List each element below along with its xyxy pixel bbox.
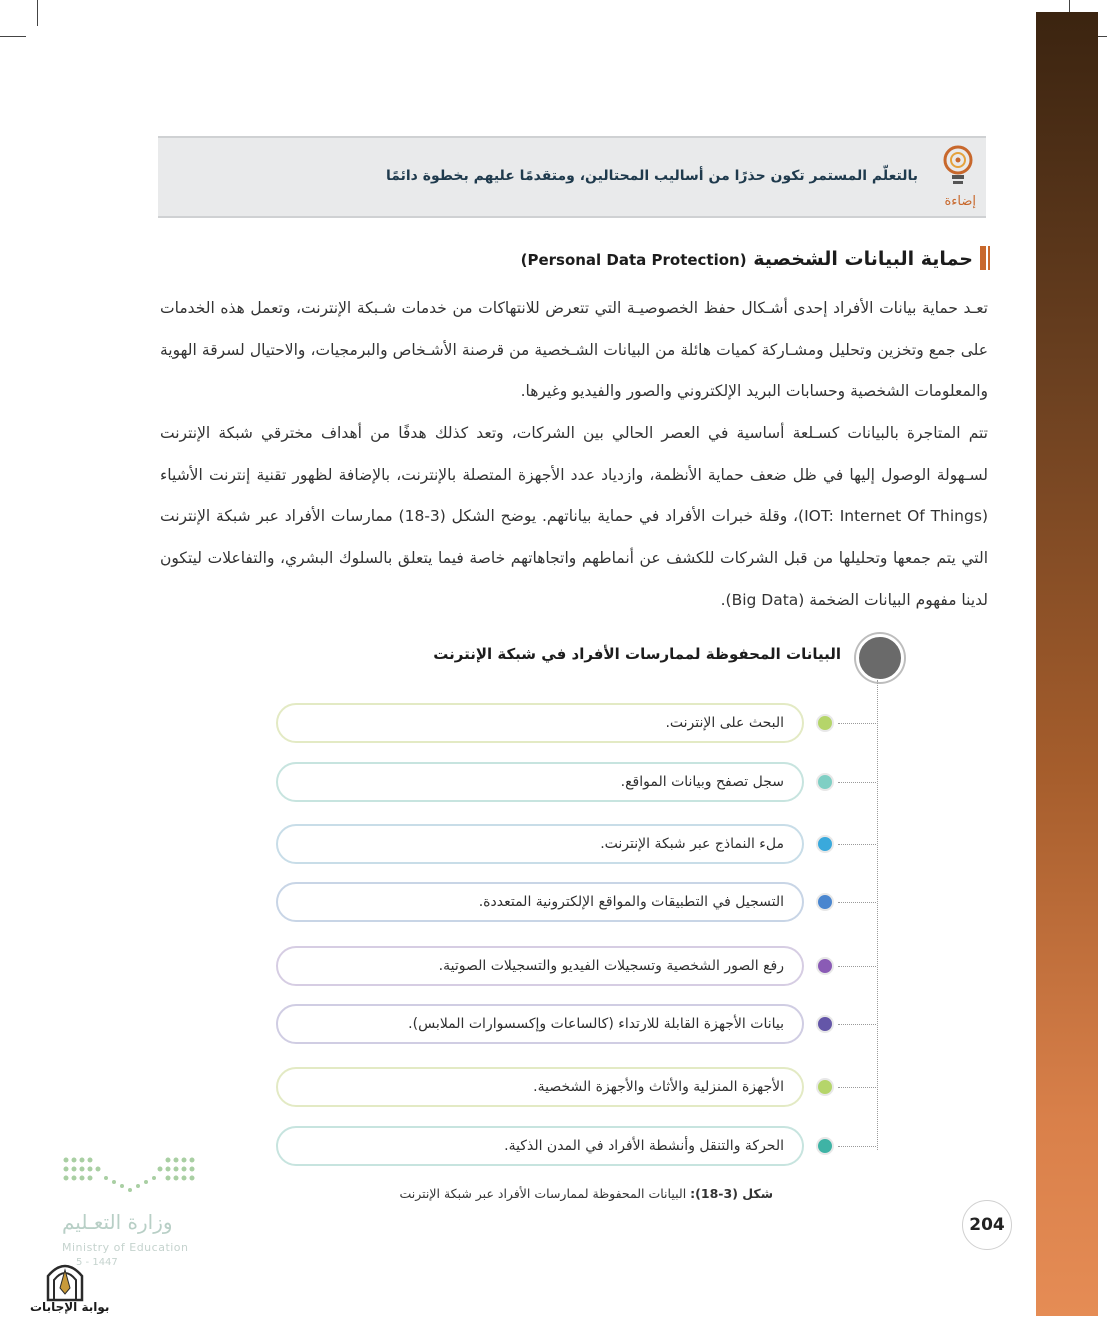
figure-item-connector — [838, 1146, 876, 1147]
figure-item-connector — [838, 1087, 876, 1088]
figure-item-connector — [838, 902, 876, 903]
figure-item — [276, 1067, 804, 1107]
heading-marker — [980, 246, 986, 270]
watermark-logo-icon — [44, 1258, 86, 1302]
section-heading — [521, 248, 973, 270]
ministry-name-ar: وزارة التعـليم — [62, 1210, 173, 1234]
watermark-text: بوابة الإجابات — [30, 1300, 110, 1314]
figure-item — [276, 1004, 804, 1044]
figure-item-text: التسجيل في التطبيقات والمواقع الإلكترونية المتعددة. — [478, 894, 784, 910]
figure-item-dot — [816, 835, 834, 853]
figure-item-dot — [816, 957, 834, 975]
tip-text: بالتعلّم المستمر تكون حذرًا من أساليب المحتالين، ومتقدمًا عليهم بخطوة دائمًا — [385, 168, 918, 184]
crop-mark — [37, 0, 38, 26]
figure-item-connector — [838, 844, 876, 845]
caption-label: شكل (3-18): — [690, 1186, 773, 1201]
lightbulb-icon — [940, 144, 976, 190]
figure-item — [276, 762, 804, 802]
page-number: 204 — [962, 1200, 1012, 1250]
section-title-en: (Personal Data Protection) — [520, 251, 747, 269]
figure-item-connector — [838, 966, 876, 967]
paragraph-trade: تتم المتاجرة بالبيانات كسـلعة أساسية في العصر الحالي بين الشركات، وتعد كذلك هدفًا من أهداف مخترقي شبكة الإنترنت لسـهولة الوصول إليها في ظل ضعف حماية الأنظمة، وازدياد عدد الأجهزة المتصلة بالإنترنت، بالإضافة لظهور تقنية إنترنت الأشياء (IOT: Internet Of Things)، وقلة خبرات الأفراد في حماية بياناتهم. يوضح الشكل (3-18) ممارسات الأفراد عبر شبكة الإنترنت التي يتم جمعها وتحليلها من قبل الشركات للكشف عن أنماطهم واتجاهاتهم خاصة فيما يتعلق بالسلوك البشري، والتفاعلات ليتكون لدينا مفهوم البيانات الضخمة (Big Data). — [160, 424, 988, 609]
figure-item-connector — [838, 723, 876, 724]
figure-item-text: الأجهزة المنزلية والأثاث والأجهزة الشخصية. — [533, 1079, 784, 1095]
figure-item-text: ملء النماذج عبر شبكة الإنترنت. — [600, 836, 784, 852]
figure-item — [276, 882, 804, 922]
section-title-ar: حماية البيانات الشخصية — [753, 248, 973, 270]
figure-item-dot — [816, 893, 834, 911]
figure-item — [276, 946, 804, 986]
figure-item-text: بيانات الأجهزة القابلة للارتداء (كالساعات وإكسسوارات الملابس). — [408, 1016, 784, 1032]
figure-item-connector — [838, 1024, 876, 1025]
figure-item — [276, 824, 804, 864]
decorative-side-bar — [1036, 12, 1098, 1316]
caption-text: البيانات المحفوظة لممارسات الأفراد عبر شبكة الإنترنت — [399, 1186, 687, 1201]
figure-item-dot — [816, 773, 834, 791]
crop-mark — [0, 36, 26, 37]
figure-item-dot — [816, 1137, 834, 1155]
tip-label: إضاءة — [944, 194, 976, 209]
ministry-year: 5 - 1447 — [76, 1257, 118, 1268]
ministry-logo-icon — [62, 1156, 196, 1196]
figure-caption — [399, 1186, 773, 1201]
figure-item-connector — [838, 782, 876, 783]
figure-item-dot — [816, 1078, 834, 1096]
heading-marker — [988, 246, 990, 270]
figure-item-text: رفع الصور الشخصية وتسجيلات الفيديو والتسجيلات الصوتية. — [438, 958, 784, 974]
figure-item — [276, 1126, 804, 1166]
figure-bullet — [856, 634, 904, 682]
paragraph-intro: تعـد حماية بيانات الأفراد إحدى أشـكال حفظ الخصوصيـة التي تتعرض للانتهاكات من خدمات شـبكة الإنترنت، وتعمل هذه الخدمات على جمع وتخزين وتحليل ومشـاركة كميات هائلة من البيانات الشـخصية من قرصنة الأشـخاص والبرمجيات، والاحتيال لسرقة الهوية والمعلومات الشخصية وحسابات البريد الإلكتروني والصور والفيديو وغيرها. — [160, 299, 988, 401]
figure-item-text: سجل تصفح وبيانات المواقع. — [620, 774, 784, 790]
ministry-name-en: Ministry of Education — [62, 1241, 189, 1254]
figure-item-text: البحث على الإنترنت. — [665, 715, 784, 731]
figure-title: البيانات المحفوظة لممارسات الأفراد في شبكة الإنترنت — [433, 645, 841, 663]
tip-box — [158, 136, 986, 218]
figure-item-text: الحركة والتنقل وأنشطة الأفراد في المدن الذكية. — [504, 1138, 784, 1154]
figure-item-dot — [816, 1015, 834, 1033]
figure-connector-line — [877, 680, 878, 1150]
figure-item-dot — [816, 714, 834, 732]
figure-item — [276, 703, 804, 743]
